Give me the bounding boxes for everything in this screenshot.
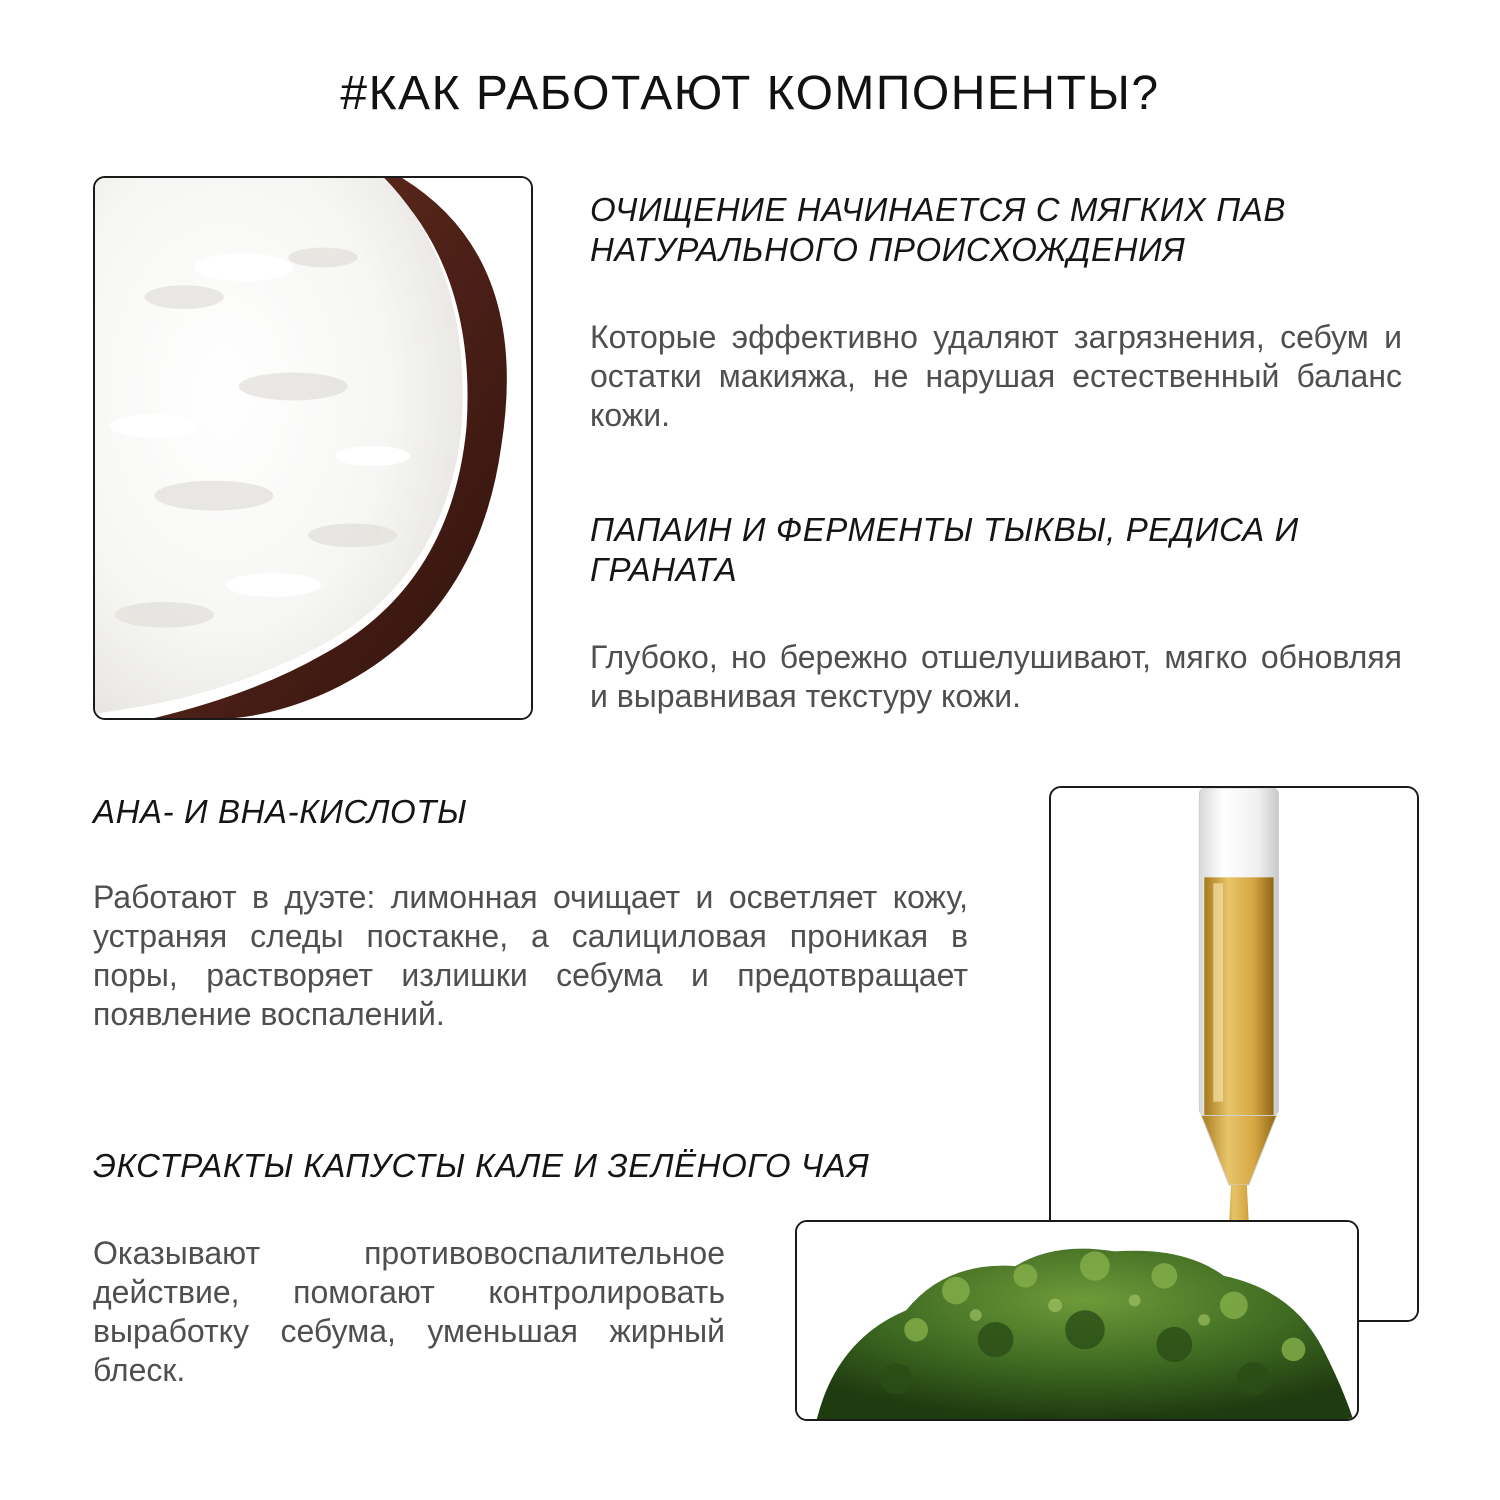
powder-bowl-image [93, 176, 533, 720]
section-4-text: Оказывают противовоспалительное действие, помогают контролировать выработку себума, уменьшая жирный блеск. [93, 1235, 725, 1388]
page-title: #КАК РАБОТАЮТ КОМПОНЕНТЫ? [340, 67, 1160, 120]
section-2-text: Глубоко, но бережно отшелушивают, мягко обновляя и выравнивая текстуру кожи. [590, 639, 1402, 714]
section-3-text: Работают в дуэте: лимонная очищает и осветляет кожу, устраняя следы постакне, а салициловая проникая в поры, растворяет излишки себума и предотвращает появление воспалений. [93, 879, 968, 1032]
kale-image [795, 1220, 1359, 1421]
section-3-heading: AHA- И BHA-КИСЛОТЫ [93, 793, 467, 830]
section-2-heading: ПАПАИН И ФЕРМЕНТЫ ТЫКВЫ, РЕДИСА И ГРАНАТА [590, 511, 1299, 588]
section-4-heading: ЭКСТРАКТЫ КАПУСТЫ КАЛЕ И ЗЕЛЁНОГО ЧАЯ [93, 1147, 870, 1184]
section-1-heading: ОЧИЩЕНИЕ НАЧИНАЕТСЯ С МЯГКИХ ПАВ НАТУРАЛЬНОГО ПРОИСХОЖДЕНИЯ [590, 191, 1287, 268]
section-1-text: Которые эффективно удаляют загрязнения, себум и остатки макияжа, не нарушая естественный баланс кожи. [590, 319, 1402, 433]
